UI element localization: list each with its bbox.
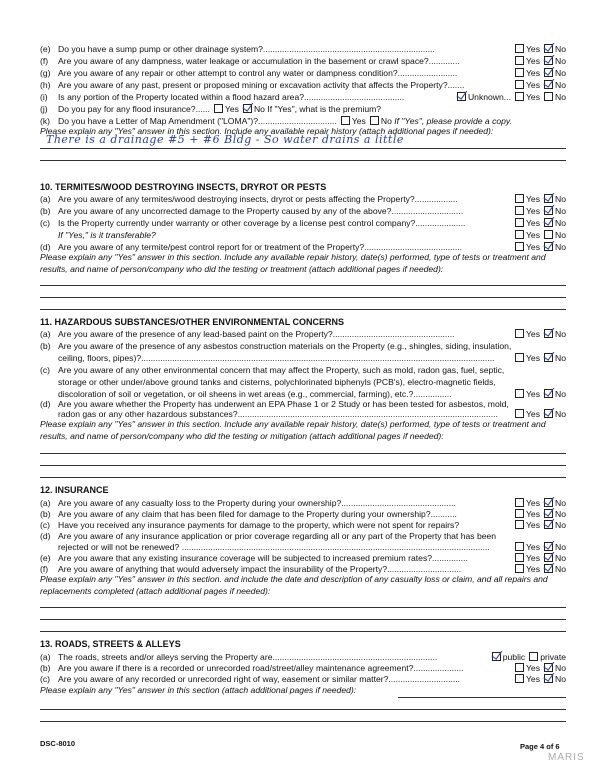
question-text: Are you aware of any dampness, water leakage or accumulation in the basement or crawl space?.............	[58, 56, 460, 66]
no-checkbox[interactable]	[544, 44, 553, 53]
question-text: discoloration of soil or vegetation, or oil sheens in wet areas (e.g., commercial, farming), etc.?................	[58, 389, 452, 399]
yes-label: Yes	[525, 674, 540, 684]
yes-label: Yes	[525, 230, 540, 240]
no-checkbox[interactable]	[544, 509, 553, 518]
loma-note: If "Yes", please provide a copy.	[394, 116, 512, 126]
yes-checkbox[interactable]	[515, 44, 524, 53]
no-label: No	[555, 542, 566, 552]
question-row-11a	[40, 328, 566, 340]
yes-label: Yes	[525, 509, 540, 519]
yes-label: Yes	[525, 80, 540, 90]
answer-line[interactable]	[40, 285, 566, 286]
no-checkbox[interactable]	[544, 56, 553, 65]
question-text: Are you aware of any claim that has been filed for damage to the Property during your ownership?...........	[58, 509, 457, 519]
explain-instruction: Please explain any "Yes" answer in this section. and include the date and description of any casualty loss or claim, and all repairs and replacements completed (attach additional pages if needed):	[40, 574, 548, 596]
no-checkbox[interactable]	[544, 663, 553, 672]
question-text: Are you aware that any existing insurance coverage will be subjected to increased premium rates?...............	[58, 553, 468, 563]
no-label: No	[555, 409, 566, 419]
yes-checkbox[interactable]	[515, 553, 524, 562]
yes-label: Yes	[525, 663, 540, 673]
yes-checkbox[interactable]	[515, 242, 524, 251]
yes-label: Yes	[525, 242, 540, 252]
yes-label: Yes	[525, 194, 540, 204]
no-label: No	[555, 353, 566, 363]
yes-label: Yes	[525, 409, 540, 419]
question-text: Are you aware of any termites/wood destroying insects, dryrot or pests affecting the Property?..................	[58, 194, 458, 204]
yes-checkbox[interactable]	[515, 389, 524, 398]
yes-checkbox[interactable]	[515, 564, 524, 573]
private-checkbox[interactable]	[529, 652, 538, 661]
no-checkbox[interactable]	[544, 92, 553, 101]
question-row-9i: (i) Is any portion of the Property located within a flood hazard area?.......................................... Unknown... Yes No	[40, 92, 566, 102]
yes-label: Yes	[525, 389, 540, 399]
explain-instruction: Please explain any "Yes" answer in this section (attach additional pages if needed):	[40, 685, 357, 695]
yes-label: Yes	[525, 218, 540, 228]
question-text: Are you aware of any termite/pest control report for or treatment of the Property?.........................................	[58, 242, 463, 252]
question-letter: (b)	[40, 509, 51, 519]
question-letter: (c)	[40, 218, 51, 228]
question-letter: (a)	[40, 652, 51, 662]
question-letter: (i)	[40, 92, 48, 102]
yes-checkbox[interactable]	[515, 409, 524, 418]
no-label: No	[555, 206, 566, 216]
no-label: No	[555, 92, 566, 102]
question-letter: (g)	[40, 68, 51, 78]
no-checkbox[interactable]	[544, 329, 553, 338]
no-checkbox[interactable]	[544, 68, 553, 77]
no-checkbox[interactable]	[544, 80, 553, 89]
section-heading: 13. ROADS, STREETS & ALLEYS	[40, 639, 181, 649]
question-row-10c-transferable	[40, 229, 566, 241]
no-checkbox[interactable]	[544, 206, 553, 215]
no-checkbox[interactable]	[544, 242, 553, 251]
no-label: No	[555, 68, 566, 78]
no-checkbox[interactable]	[544, 520, 553, 529]
yes-checkbox[interactable]	[515, 218, 524, 227]
question-row-11b	[40, 340, 566, 352]
yes-checkbox[interactable]	[515, 353, 524, 362]
answer-line[interactable]	[40, 160, 566, 161]
question-letter: (d)	[40, 531, 51, 541]
question-row-9j	[40, 103, 566, 115]
question-text: Are you aware of any insurance application or prior coverage regarding all or any part of the Property that has been	[58, 531, 497, 541]
question-letter: (f)	[40, 56, 49, 66]
yes-label: Yes	[525, 56, 540, 66]
yes-checkbox[interactable]	[515, 68, 524, 77]
yes-label: Yes	[224, 104, 239, 114]
question-text: Are you aware of the presence of any lead-based paint on the Property?...................................................	[58, 329, 455, 339]
question-row-11b-cont	[40, 352, 566, 364]
answer-line[interactable]	[40, 631, 566, 632]
question-row-9f	[40, 55, 566, 67]
question-text: radon gas or any other hazardous substances?.............................................................................................................	[58, 409, 498, 419]
no-label: No	[555, 389, 566, 399]
yes-checkbox[interactable]	[515, 80, 524, 89]
no-label: No	[555, 329, 566, 339]
answer-line[interactable]	[40, 453, 566, 454]
no-label: No	[555, 509, 566, 519]
yes-label: Yes	[525, 520, 540, 530]
no-checkbox[interactable]	[544, 564, 553, 573]
question-letter: (c)	[40, 674, 51, 684]
question-letter: (d)	[40, 399, 51, 409]
yes-checkbox[interactable]	[515, 329, 524, 338]
handwritten-answer: There is a drainage #5 + #6 Bldg - So water drains a little	[46, 133, 404, 146]
no-checkbox[interactable]	[544, 230, 553, 239]
question-text: Are you aware of anything that would adversely impact the insurability of the Property?...............................	[58, 564, 462, 574]
question-letter: (e)	[40, 44, 51, 54]
yes-checkbox[interactable]	[515, 56, 524, 65]
question-row-10b	[40, 205, 566, 217]
question-letter: (k)	[40, 116, 51, 126]
no-label: No	[555, 44, 566, 54]
question-text: Are you aware of any uncorrected damage to the Property caused by any of the above?..............................	[58, 206, 464, 216]
question-text: Are you aware whether the Property has underwent an EPA Phase 1 or 2 Study or has been tested for asbestos, mold,	[58, 399, 509, 409]
question-text: Are you aware of any recorded or unrecorded right of way, easement or similar matter?..............................	[58, 674, 461, 684]
question-text: Do you have a Letter of Map Amendment ("LOMA")?.................................	[58, 116, 337, 126]
explain-instruction: Please explain any "Yes" answer in this section. Include any available repair history, date(s) performed, type of tests or treatment and results, and name of person/company who did the testing or treatment (attach additional pages if needed):	[40, 252, 546, 274]
yes-label: Yes	[525, 498, 540, 508]
no-checkbox[interactable]	[544, 409, 553, 418]
question-letter: (a)	[40, 329, 51, 339]
question-text: Is any portion of the Property located within a flood hazard area?..........................................	[58, 92, 405, 102]
question-row-9g	[40, 67, 566, 79]
question-text: Do you have a sump pump or other drainage system?........................................................................	[58, 44, 435, 54]
no-label: No	[555, 674, 566, 684]
yes-checkbox[interactable]	[341, 116, 350, 125]
yes-checkbox[interactable]	[515, 230, 524, 239]
answer-line[interactable]	[40, 721, 566, 722]
question-text: Are you aware if there is a recorded or unrecorded road/street/alley maintenance agreement?.....................	[58, 663, 464, 673]
answer-line[interactable]	[40, 477, 566, 478]
section-heading: 12. INSURANCE	[40, 485, 109, 495]
no-checkbox[interactable]	[243, 104, 252, 113]
question-text: Have you received any insurance payments for damage to the property, which were not spent for repairs?	[58, 520, 460, 530]
no-label: No	[555, 218, 566, 228]
section-heading: 10. TERMITES/WOOD DESTROYING INSECTS, DRYROT OR PESTS	[40, 182, 327, 192]
question-letter: (a)	[40, 498, 51, 508]
no-checkbox[interactable]	[544, 194, 553, 203]
no-label: No	[555, 242, 566, 252]
question-text: rejected or will not be renewed? .................................................................................................................................	[58, 542, 490, 552]
question-text: ceiling, floors, pipes)?....................................................................................................................................................	[58, 353, 495, 363]
yes-label: Yes	[525, 68, 540, 78]
question-text: Is the Property currently under warranty or other coverage by a license pest control company?.....................	[58, 218, 466, 228]
private-label: private	[540, 652, 566, 662]
yes-checkbox[interactable]	[515, 92, 524, 101]
yes-checkbox[interactable]	[515, 663, 524, 672]
no-checkbox[interactable]	[544, 218, 553, 227]
no-label: No	[555, 80, 566, 90]
no-label: No	[380, 116, 392, 126]
question-row-10a	[40, 193, 566, 205]
question-letter: (c)	[40, 365, 51, 375]
question-text: Do you pay for any flood insurance?......	[58, 104, 210, 114]
no-checkbox[interactable]	[544, 542, 553, 551]
public-checkbox[interactable]	[492, 652, 501, 661]
yes-checkbox[interactable]	[515, 674, 524, 683]
yes-label: Yes	[525, 206, 540, 216]
unknown-label: Unknown	[467, 92, 504, 102]
answer-line[interactable]	[40, 465, 566, 466]
explain-instruction: Please explain any "Yes" answer in this section. Include any available repair history (attach additional pages if needed):	[40, 126, 494, 136]
yes-label: Yes	[525, 92, 540, 102]
no-label: No	[253, 104, 265, 114]
question-text: Are you aware of the presence of any asbestos construction materials on the Property (e.g., shingles, siding, insulation,	[58, 341, 512, 351]
yes-label: Yes	[525, 44, 540, 54]
answer-line[interactable]	[40, 297, 566, 298]
question-text: Are you aware of any repair or other attempt to control any water or dampness condition?.........................	[58, 68, 458, 78]
question-letter: (b)	[40, 341, 51, 351]
answer-line[interactable]	[398, 697, 566, 698]
question-text: The roads, streets and/or alleys serving the Property are.....................................................................	[58, 652, 438, 662]
no-checkbox[interactable]	[544, 674, 553, 683]
form-id: DSC-8010	[40, 739, 76, 748]
public-label: public	[502, 652, 526, 662]
question-letter: (b)	[40, 663, 51, 673]
answer-line[interactable]	[40, 309, 566, 310]
question-text: Are you aware of any other environmental concern that may affect the Property, such as mold, radon gas, fuel, septic,	[58, 365, 505, 375]
explain-instruction: Please explain any "Yes" answer in this section. Include any available repair history, date(s) performed, type of tests or treatment and results, and name of person/company who did the testing or mitigation (attach additional pages if needed):	[40, 419, 546, 441]
no-label: No	[555, 56, 566, 66]
answer-line[interactable]	[40, 148, 566, 149]
question-text: storage or other under/above ground tanks and cisterns, polychlorinated biphenyls (PCB's), electro-magnetic fields,	[58, 377, 496, 387]
yes-checkbox[interactable]	[515, 542, 524, 551]
watermark: MARIS	[548, 752, 585, 763]
question-letter: (e)	[40, 553, 51, 563]
yes-label: Yes	[525, 564, 540, 574]
no-checkbox[interactable]	[544, 553, 553, 562]
no-label: No	[555, 520, 566, 530]
yes-label: Yes	[525, 542, 540, 552]
question-text: Are you aware of any past, present or proposed mining or excavation activity that affects the Property?.......	[58, 80, 465, 90]
question-letter: (a)	[40, 194, 51, 204]
yes-checkbox[interactable]	[515, 498, 524, 507]
answer-line[interactable]	[40, 619, 566, 620]
question-letter: (j)	[40, 104, 48, 114]
no-checkbox[interactable]	[544, 353, 553, 362]
no-label: No	[555, 194, 566, 204]
question-row-11c-cont	[40, 376, 566, 388]
yes-checkbox[interactable]	[515, 509, 524, 518]
question-row-11c	[40, 364, 566, 376]
no-checkbox[interactable]	[544, 389, 553, 398]
no-label: No	[555, 230, 566, 240]
question-letter: (d)	[40, 242, 51, 252]
yes-label: Yes	[525, 329, 540, 339]
question-letter: (h)	[40, 80, 51, 90]
question-letter: (b)	[40, 206, 51, 216]
question-text: Are you aware of any casualty loss to the Property during your ownership?................................................	[58, 498, 456, 508]
no-label: No	[555, 564, 566, 574]
question-text: If "Yes," is it transferable?	[58, 230, 156, 240]
page-number: Page 4 of 6	[520, 742, 560, 751]
answer-line[interactable]	[40, 607, 566, 608]
premium-label: If "Yes", what is the premium?	[267, 104, 382, 114]
yes-checkbox[interactable]	[515, 206, 524, 215]
section-heading: 11. HAZARDOUS SUBSTANCES/OTHER ENVIRONMENTAL CONCERNS	[40, 317, 345, 327]
yes-label: Yes	[525, 353, 540, 363]
question-row-9h	[40, 79, 566, 91]
yes-checkbox[interactable]	[515, 194, 524, 203]
no-checkbox[interactable]	[370, 116, 379, 125]
no-label: No	[555, 498, 566, 508]
no-checkbox[interactable]	[544, 498, 553, 507]
yes-label: Yes	[525, 553, 540, 563]
yes-checkbox[interactable]	[515, 520, 524, 529]
no-label: No	[555, 663, 566, 673]
no-label: No	[555, 553, 566, 563]
question-letter: (f)	[40, 564, 49, 574]
yes-checkbox[interactable]	[214, 104, 223, 113]
unknown-checkbox[interactable]	[457, 92, 466, 101]
question-row-10c	[40, 217, 566, 229]
answer-line[interactable]	[40, 709, 566, 710]
yes-label: Yes	[351, 116, 366, 126]
question-letter: (c)	[40, 520, 51, 530]
question-row-9e	[40, 43, 566, 55]
